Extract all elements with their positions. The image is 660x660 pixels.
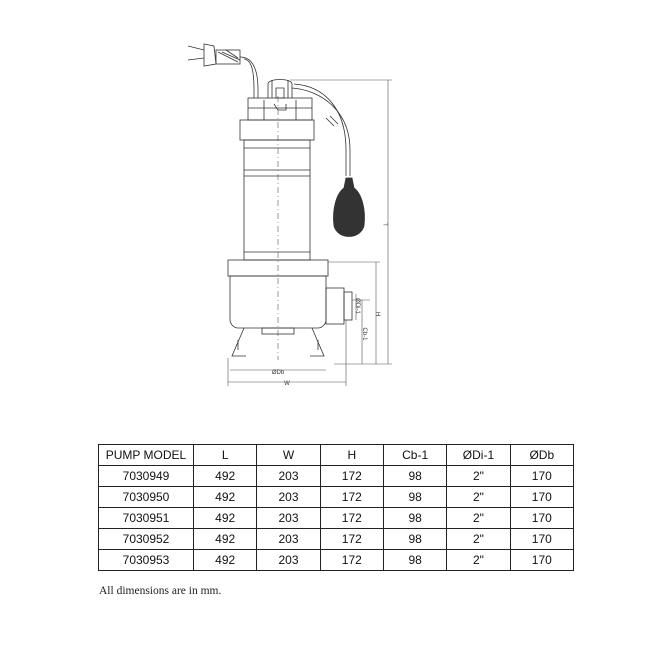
cell-db: 170 (510, 466, 573, 487)
header-cb: Cb-1 (383, 445, 446, 466)
table-row (99, 508, 574, 529)
table-row (99, 487, 574, 508)
float-cable (292, 88, 350, 176)
cell-pump-model: 7030951 (99, 508, 194, 529)
cell-pump-model: 7030953 (99, 550, 194, 571)
table-row (99, 550, 574, 571)
cell-h: 172 (320, 508, 383, 529)
power-plug-icon (188, 44, 240, 66)
cell-pump-model: 7030949 (99, 466, 194, 487)
pump-top-cap (248, 98, 312, 120)
pump-spec-table (98, 444, 574, 571)
cell-db: 170 (510, 529, 573, 550)
pump-handle (268, 80, 292, 111)
cell-h: 172 (320, 466, 383, 487)
cell-w: 203 (257, 529, 320, 550)
table-row (99, 529, 574, 550)
header-w: W (257, 445, 320, 466)
float-switch (333, 178, 364, 237)
cell-pump-model: 7030952 (99, 529, 194, 550)
cell-di: 2" (447, 508, 510, 529)
power-cable (240, 57, 258, 98)
header-l: L (194, 445, 257, 466)
cell-di: 2" (447, 529, 510, 550)
cell-l: 492 (194, 508, 257, 529)
dimension-label-cb: Cb-1 (361, 327, 367, 341)
cell-cb: 98 (383, 466, 446, 487)
cell-w: 203 (257, 466, 320, 487)
cell-cb: 98 (383, 487, 446, 508)
cell-l: 492 (194, 487, 257, 508)
dimension-label-h: H (374, 311, 380, 317)
header-h: H (320, 445, 383, 466)
cell-db: 170 (510, 550, 573, 571)
cell-pump-model: 7030950 (99, 487, 194, 508)
cell-l: 492 (194, 529, 257, 550)
dimensions-footnote: All dimensions are in mm. (99, 585, 222, 597)
cell-h: 172 (320, 487, 383, 508)
cell-di: 2" (447, 550, 510, 571)
cell-cb: 98 (383, 550, 446, 571)
header-di: ØDi-1 (447, 445, 510, 466)
cell-cb: 98 (383, 529, 446, 550)
pump-outlet (326, 288, 344, 324)
cell-l: 492 (194, 550, 257, 571)
motor-housing (240, 120, 314, 140)
cell-w: 203 (257, 508, 320, 529)
header-pump-model: PUMP MODEL (99, 445, 194, 466)
cell-h: 172 (320, 529, 383, 550)
table-header-row (99, 445, 574, 466)
dimension-label-l: L (384, 222, 390, 226)
cell-h: 172 (320, 550, 383, 571)
cell-w: 203 (257, 487, 320, 508)
dimension-label-w: W (284, 381, 290, 387)
dimension-label-di: ØDi-1 (354, 298, 360, 314)
cell-cb: 98 (383, 508, 446, 529)
cell-db: 170 (510, 508, 573, 529)
table-row (99, 466, 574, 487)
dimension-label-db: ØDb (271, 370, 285, 376)
cell-di: 2" (447, 466, 510, 487)
cell-w: 203 (257, 550, 320, 571)
cell-l: 492 (194, 466, 257, 487)
cell-db: 170 (510, 487, 573, 508)
cell-di: 2" (447, 487, 510, 508)
header-db: ØDb (510, 445, 573, 466)
